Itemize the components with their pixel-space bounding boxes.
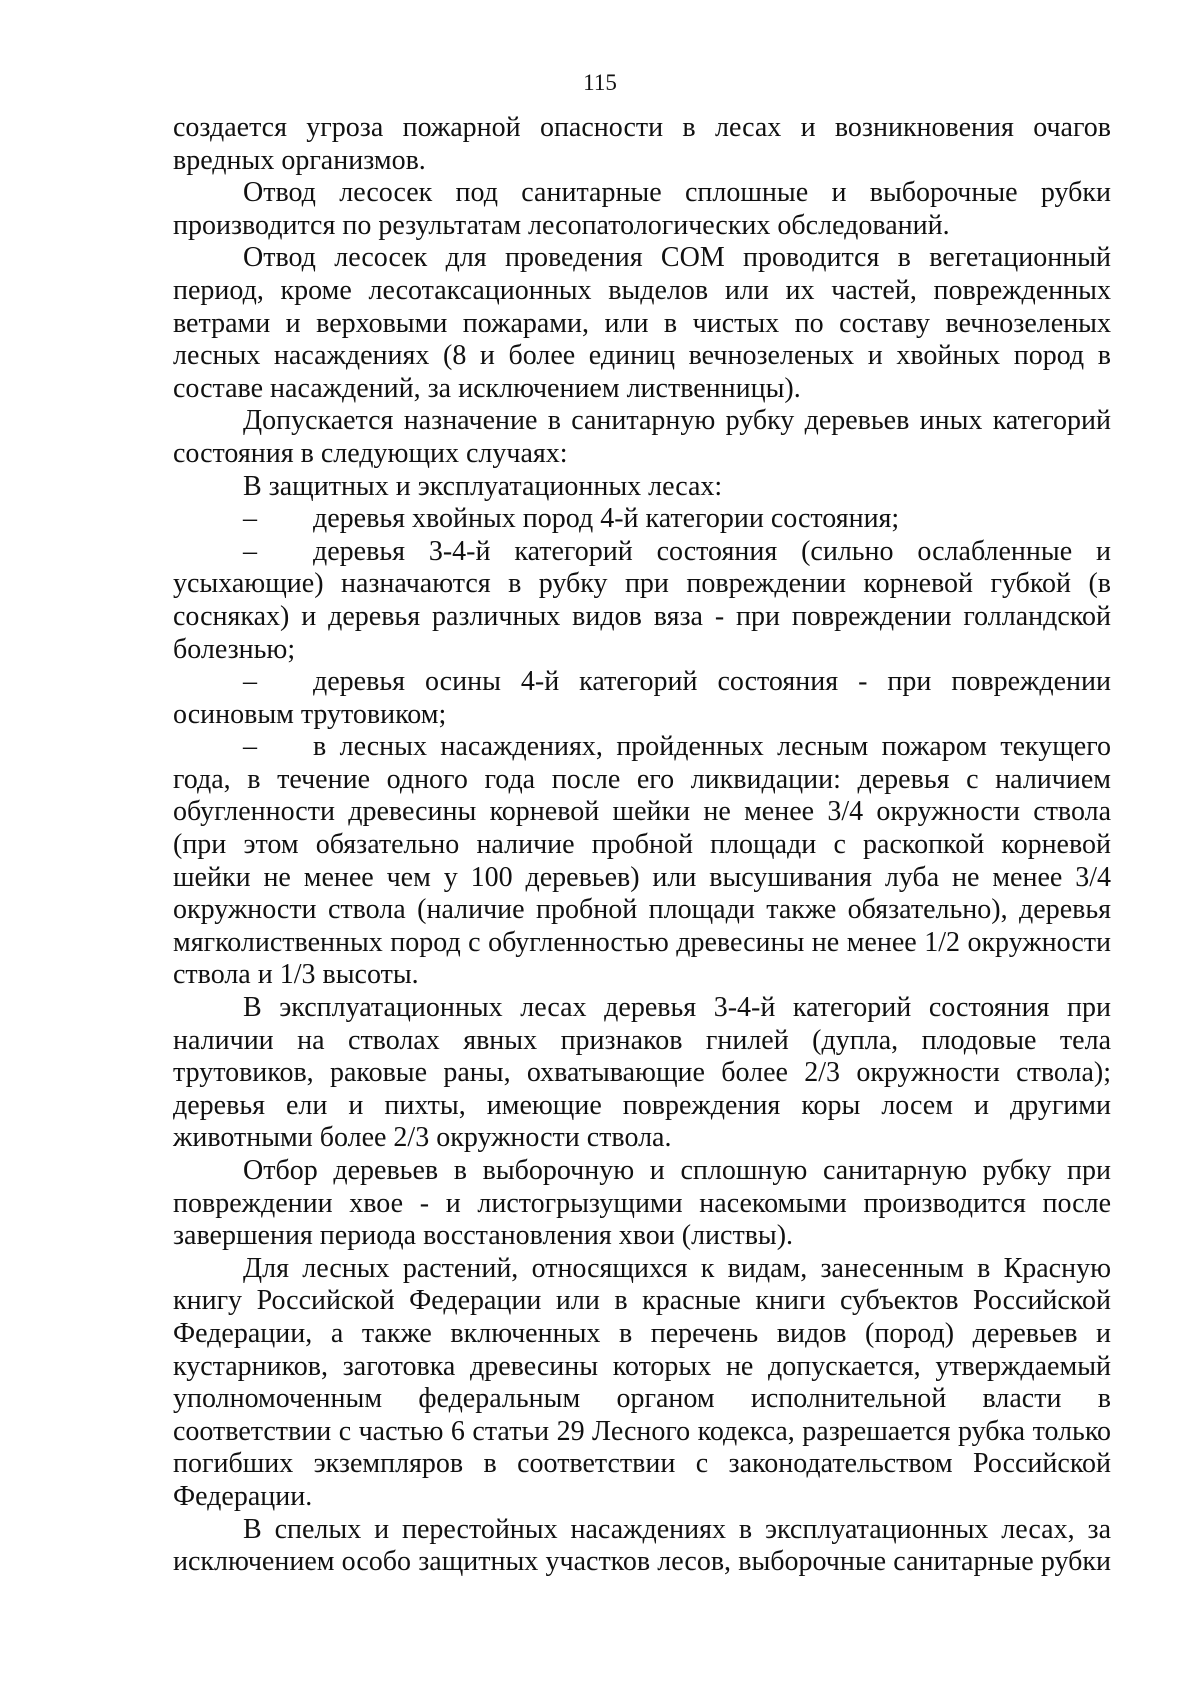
paragraph-exploitation-forests: В эксплуатационных лесах деревья 3-4-й категорий состояния при наличии на стволах явных признаков гнилей (дупла, плодовые тела трутовиков, раковые раны, охватывающие более 2/3 окружности ствола); деревья ели и пихты, имеющие повреждения коры лосем и другими животными более 2/3 окружности ствола. [173,992,1111,1154]
paragraph-allotment-vegetation: Отвод лесосек для проведения СОМ проводится в вегетационный период, кроме лесотаксационных выделов или их частей, поврежденных ветрами и верховыми пожарами, или в чистых по составу вечнозеленых лесных насаждениях (8 и более единиц вечнозеленых и хвойных пород в составе насаждений, за исключением лиственницы). [173,242,1111,404]
list-item-forest-fire [173,731,1111,992]
list-item-conifers [173,503,1111,536]
list-item-text: в лесных насаждениях, пройденных лесным пожаром текущего года, в течение одного года после его ликвидации: деревья с наличием обугленности древесины корневой шейки не менее 3/4 окружности ствола (при этом обязательно наличие пробной площади с раскопкой корневой шейки не менее чем у 100 деревьев) или высушивания луба не менее 3/4 окружности ствола (наличие пробной площади также обязательно), деревья мягколиственных пород с обугленностью древесины не менее 1/2 окружности ствола и 1/3 высоты. [173,731,1111,991]
paragraph-mature-stands: В спелых и перестойных насаждениях в эксплуатационных лесах, за исключением особо защитных участков лесов, выборочные санитарные рубки [173,1513,1111,1578]
paragraph-allotment-results: Отвод лесосек под санитарные сплошные и выборочные рубки производится по результатам лесопатологических обследований. [173,177,1111,241]
list-item-text: деревья хвойных пород 4-й категории состояния; [313,503,900,535]
list-dash: – [243,535,257,567]
paragraph-protective-forests: В защитных и эксплуатационных лесах: [243,470,723,502]
paragraph-fire-danger: создается угроза пожарной опасности в лесах и возникновения очагов вредных организмов. [173,112,1111,176]
paragraph-red-book: Для лесных растений, относящихся к видам, занесенным в Красную книгу Российской Федерации или в красные книги субъектов Российской Федерации, а также включенных в перечень видов (пород) деревьев и кустарников, заготовка древесины которых не допускается, утверждаемый уполномоченным федеральным органом исполнительной власти в соответствии с частью 6 статьи 29 Лесного кодекса, разрешается рубка только погибших экземпляров в соответствии с законодательством Российской Федерации. [173,1252,1111,1512]
page-number: 115 [583,70,617,95]
paragraph-other-categories: Допускается назначение в санитарную рубку деревьев иных категорий состояния в следующих случаях: [173,405,1111,469]
list-item-text: деревья осины 4-й категорий состояния - при повреждении осиновым трутовиком; [173,666,1111,730]
document-body [173,112,1111,1579]
list-item-text: деревья 3-4-й категорий состояния (сильно ослабленные и усыхающие) назначаются в рубку при повреждении корневой губкой (в сосняках) и деревья различных видов вяза - при повреждении голландской болезнью; [173,535,1111,665]
list-item-aspen [173,666,1111,731]
list-item-root-fungus [173,536,1111,666]
list-dash: – [243,731,257,763]
list-dash: – [243,666,257,698]
paragraph-insect-damage: Отбор деревьев в выборочную и сплошную санитарную рубку при повреждении хвое - и листогрызущими насекомыми производится после завершения периода восстановления хвои (листвы). [173,1155,1111,1252]
list-dash: – [243,503,257,535]
